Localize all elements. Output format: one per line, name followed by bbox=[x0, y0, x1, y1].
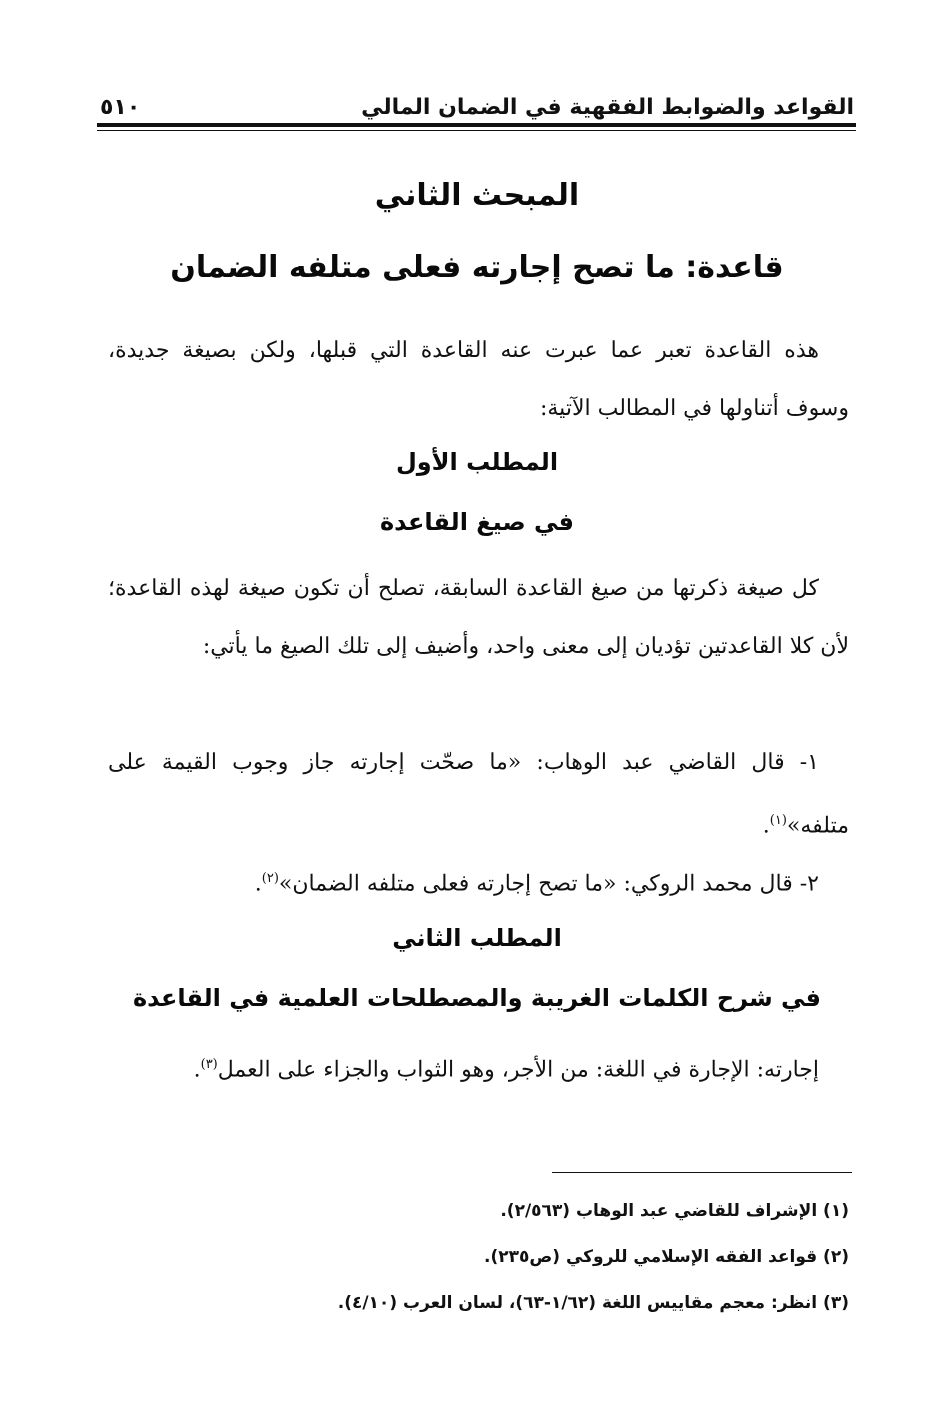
list-item-1: ١- قال القاضي عبد الوهاب: «ما صحّت إجارته جاز وجوب القيمة على متلفه»$^{(١)}$. bbox=[108, 750, 849, 839]
footnote-3: (٣) انظر: معجم مقاييس اللغة (١/٦٢-٦٣)، لسان العرب (٤/١٠). bbox=[337, 1293, 849, 1313]
running-header bbox=[100, 84, 854, 120]
subsection2-subtitle: في شرح الكلمات الغريبة والمصطلحات العلمية في القاعدة bbox=[132, 984, 822, 1012]
subsection1-title: المطلب الأول bbox=[395, 448, 559, 476]
footnote-separator bbox=[552, 1172, 852, 1173]
subsection2-text: إجارته: الإجارة في اللغة: من الأجر، وهو الثواب والجزاء على العمل bbox=[217, 1057, 819, 1083]
subsection2-paragraph: إجارته: الإجارة في اللغة: من الأجر، وهو الثواب والجزاء على العمل$^{(٣)}$. bbox=[193, 1057, 819, 1083]
section-heading: المبحث الثاني bbox=[374, 178, 580, 213]
footnote-1: (١) الإشراف للقاضي عبد الوهاب (٢/٥٦٣). bbox=[500, 1201, 849, 1221]
page-number: ٥١٠ bbox=[100, 95, 141, 120]
list-item-2-text: ٢- قال محمد الروكي: «ما تصح إجارته فعلى متلفه الضمان» bbox=[278, 871, 819, 897]
rule-heading: قاعدة: ما تصح إجارته فعلى متلفه الضمان bbox=[170, 250, 784, 285]
header-rule-thin bbox=[97, 130, 856, 131]
footnote-ref-2[interactable]: (٢) bbox=[261, 871, 279, 886]
subsection1-subtitle: في صيغ القاعدة bbox=[379, 508, 575, 536]
footnote-ref-1[interactable]: (١) bbox=[769, 813, 787, 828]
list-item-2: ٢- قال محمد الروكي: «ما تصح إجارته فعلى متلفه الضمان»$^{(٢)}$. bbox=[254, 871, 819, 897]
subsection1-paragraph: كل صيغة ذكرتها من صيغ القاعدة السابقة، تصلح أن تكون صيغة لهذه القاعدة؛ لأن كلا القاعدتين تؤديان إلى معنى واحد، وأضيف إلى تلك الصيغ ما يأتي: bbox=[108, 576, 849, 659]
footnote-ref-3[interactable]: (٣) bbox=[200, 1057, 218, 1072]
intro-paragraph: هذه القاعدة تعبر عما عبرت عنه القاعدة التي قبلها، ولكن بصيغة جديدة، وسوف أتناولها في المطالب الآتية: bbox=[108, 338, 849, 421]
running-title: القواعد والضوابط الفقهية في الضمان المالي bbox=[361, 95, 854, 120]
subsection2-title: المطلب الثاني bbox=[392, 924, 562, 952]
list-item-1-text: ١- قال القاضي عبد الوهاب: «ما صحّت إجارته جاز وجوب القيمة على متلفه» bbox=[108, 750, 849, 839]
footnote-2: (٢) قواعد الفقه الإسلامي للروكي (ص٢٣٥). bbox=[484, 1247, 849, 1267]
header-rule-thick bbox=[97, 123, 856, 127]
